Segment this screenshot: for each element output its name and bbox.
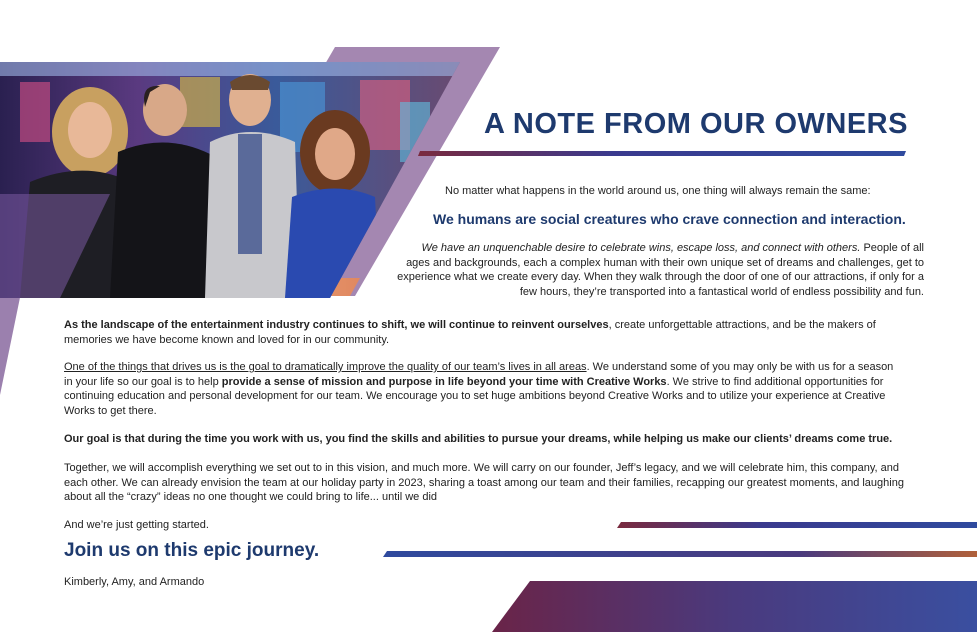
p3-part-a: . We understand some of you may only be with us for a season in your life so our goal is to help [64, 361, 894, 388]
p1-rest: People of all ages and backgrounds, each a complex human with their own unique set of dreams and challenges, get to experience what we create every day. When they walk through the door of one of our attractions, if only for a few hours, they’re transported into a fantastical world of endless possibility and fun. [397, 242, 924, 298]
paragraph-5: Together, we will accomplish everything we set out to in this vision, and much more. We will carry on our founder, Jeff’s legacy, and we will celebrate him, this company, and each other. We can already envision the team at our holiday party in 2023, sharing a toast among our team and their families, recapping our greatest moments, and laughing about all the “crazy” ideas no one thought we could bring to life... until we did [64, 462, 904, 504]
p1-italic: We have an unquenchable desire to celebrate wins, escape loss, and connect with others. [421, 242, 861, 254]
headline: We humans are social creatures who crave connection and interaction. [433, 211, 906, 227]
title-underline [418, 151, 906, 156]
paragraph-6: And we’re just getting started. [64, 519, 209, 531]
intro-text: No matter what happens in the world around us, one thing will always remain the same: [445, 185, 871, 197]
p2-rest: , create unforgettable attractions, and be the makers of memories we have become known and loved for in our community. [64, 319, 876, 346]
paragraph-1 [396, 241, 924, 299]
p3-bold: provide a sense of mission and purpose in life beyond your time with Creative Works [221, 375, 667, 388]
deco-line-upper [617, 522, 977, 528]
signature: Kimberly, Amy, and Armando [64, 576, 205, 588]
join-heading: Join us on this epic journey. [64, 540, 320, 561]
p2-bold: As the landscape of the entertainment industry continues to shift, we will continue to reinvent ourselves [64, 319, 609, 331]
paragraph-2 [64, 318, 904, 347]
page-title: A NOTE FROM OUR OWNERS [484, 108, 908, 140]
owners-photo [0, 62, 460, 298]
bottom-gradient-block [492, 581, 977, 632]
p3-part-b: . We strive to find additional opportunities for continuing education and personal development for our team. We encourage you to set huge ambitions beyond Creative Works and to utilize your experience at Creative Works to get there. [64, 375, 886, 417]
p3-underline: One of the things that drives us is the goal to dramatically improve the quality of our team’s lives in all areas [64, 361, 587, 373]
paragraph-3 [64, 360, 904, 418]
deco-line-lower [383, 551, 977, 557]
paragraph-4: Our goal is that during the time you work with us, you find the skills and abilities to pursue your dreams, while helping us make our clients’ dreams come true. [64, 433, 893, 445]
